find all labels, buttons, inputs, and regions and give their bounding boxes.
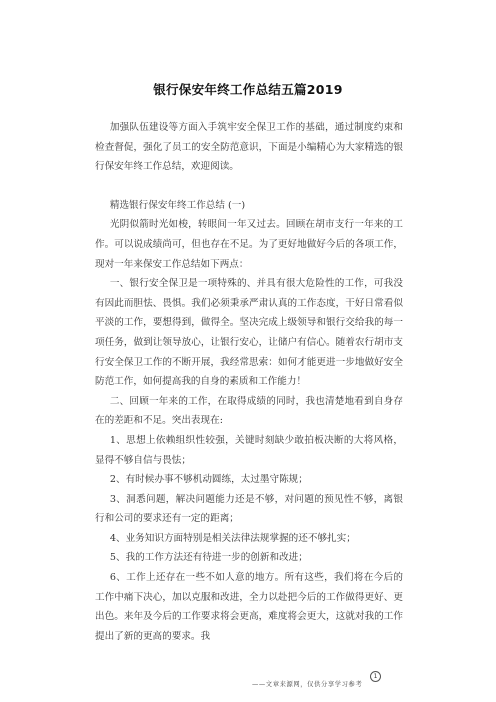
body-paragraph: 一、银行安全保卫是一项特殊的、并具有很大危险性的工作，可我没有因此而胆怯、畏惧。我们必须秉承严肃认真的工作态度，干好日常看似平淡的工作，要想得到，做得全。坚决完成上级领导和银行交给我的每一项任务，做到让领导放心，让银行安心，让储户有信心。随着农行胡市支行安全保卫工作的不断开展，我经常思索：如何才能更进一步地做好安全防范工作，如何提高我的自身的素质和工作能力！ bbox=[95, 278, 403, 388]
list-item: 1、思想上依赖组织性较强，关键时刻缺少敢拍板决断的大将风格，显得不够自信与畏怯； bbox=[95, 434, 403, 466]
document-title: 银行保安年终工作总结五篇2019 bbox=[153, 82, 343, 97]
document-body bbox=[95, 118, 403, 646]
list-item: 3、洞悉问题，解决问题能力还是不够，对问题的预见性不够，离银行和公司的要求还有一定的距离； bbox=[95, 493, 403, 525]
list-item: 6、工作上还存在一些不如人意的地方。所有这些，我们将在今后的工作中痛下决心，加以克服和改进，全力以赴把今后的工作做得更好、更出色。来年及今后的工作要求将会更高，难度将会更大，这就对我的工作提出了新的更高的要求。我 bbox=[95, 572, 403, 642]
body-paragraph: 光阴似箭时光如梭，转眼间一年又过去。回顾在胡市支行一年来的工作。可以说成绩尚可，但也存在不足。为了更好地做好今后的各项工作，现对一年来保安工作总结如下两点： bbox=[95, 219, 403, 270]
list-item: 4、业务知识方面特别是相关法律法规掌握的还不够扎实； bbox=[109, 532, 356, 544]
intro-paragraph: 加强队伍建设等方面入手筑牢安全保卫工作的基础，通过制度约束和检查督促，强化了员工的安全防范意识，下面是小编精心为大家精选的银行保安年终工作总结，欢迎阅读。 bbox=[95, 122, 403, 173]
page-number-badge: 1 bbox=[370, 671, 381, 682]
footer-note: ——文章来源网，仅供分享学习参考 bbox=[252, 681, 363, 688]
section-heading: 精选银行保安年终工作总结 (一) bbox=[109, 199, 246, 211]
list-item: 5、我的工作方法还有待进一步的创新和改进； bbox=[109, 552, 308, 564]
list-item: 2、有时候办事不够机动圆练，太过墨守陈规； bbox=[109, 474, 308, 486]
body-paragraph: 二、回顾一年来的工作，在取得成绩的同时，我也清楚地看到自身存在的差距和不足。突出表现在: bbox=[95, 395, 403, 427]
paragraph-spacer bbox=[95, 177, 403, 196]
